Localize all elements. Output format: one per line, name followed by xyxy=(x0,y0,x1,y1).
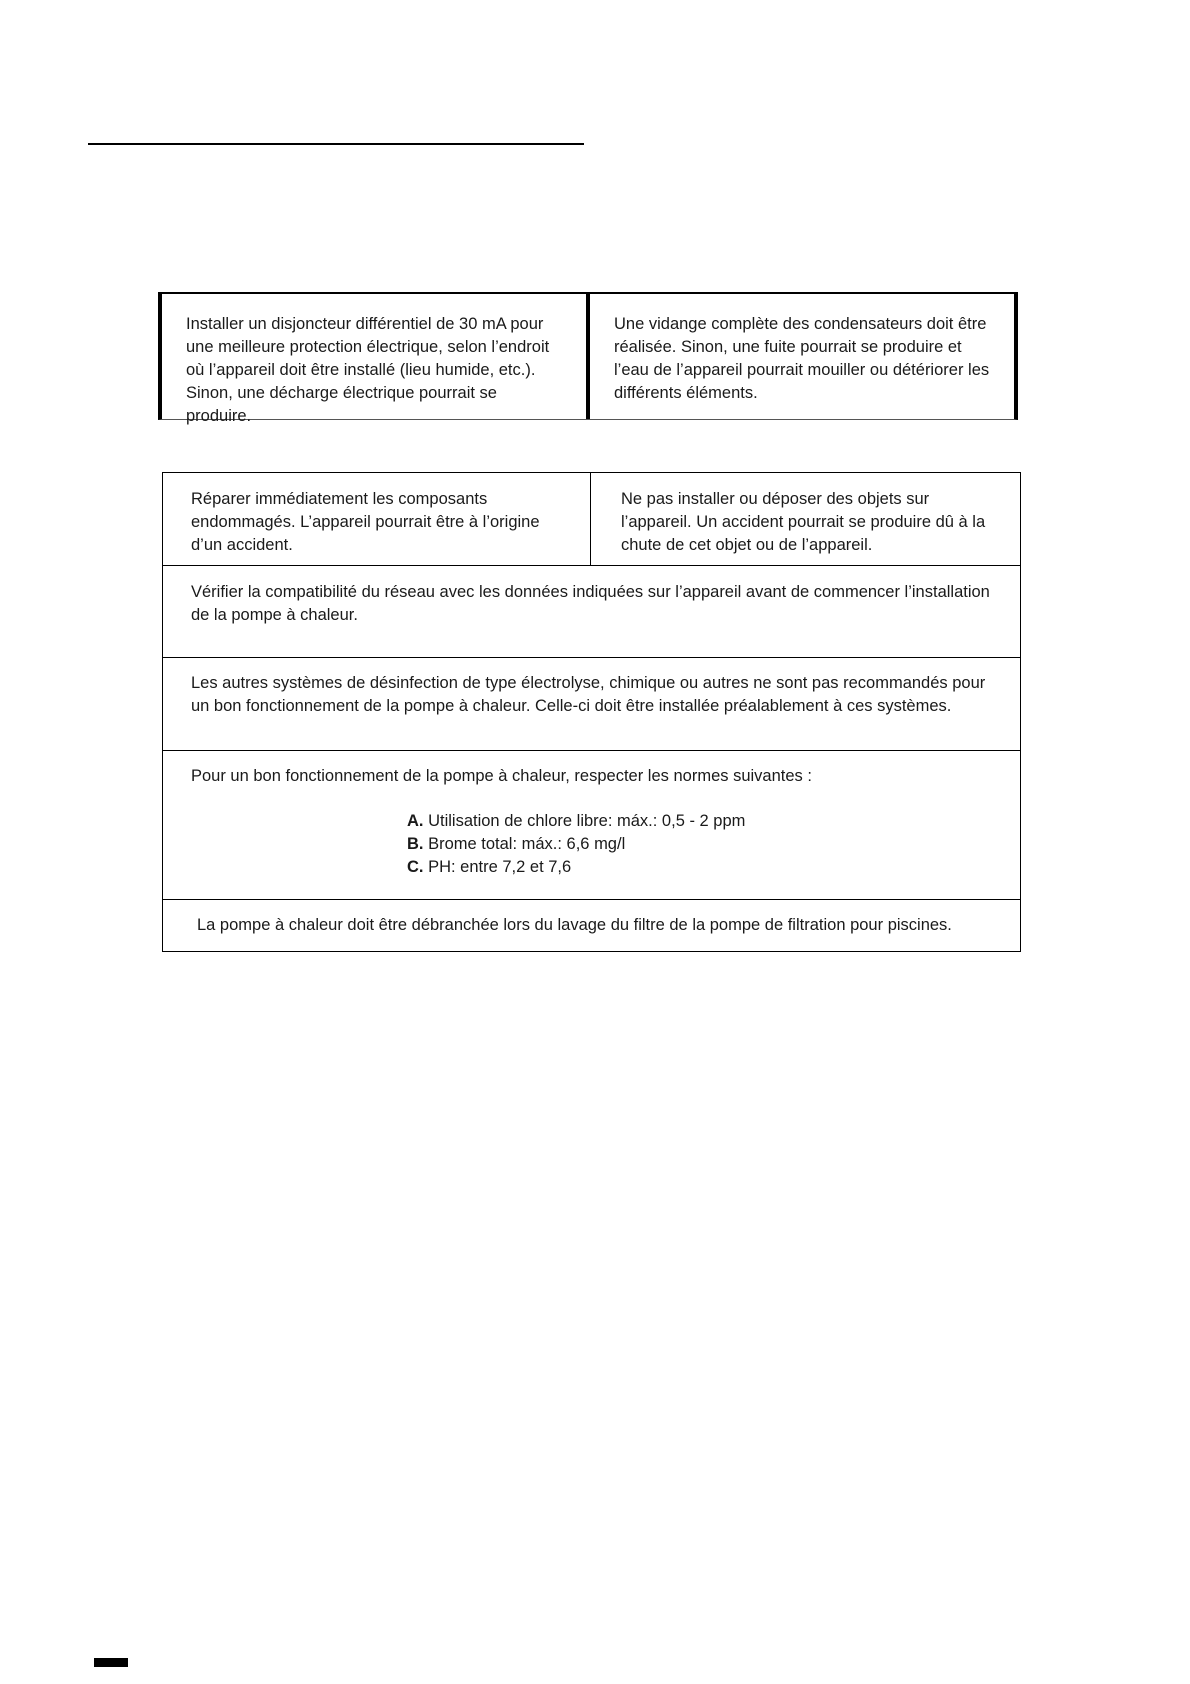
norm-text: PH: entre 7,2 et 7,6 xyxy=(423,858,572,876)
disinfection-warning-text: Les autres systèmes de désinfection de type électrolyse, chimique ou autres ne sont pas recommandés pour un bon fonctionnement de la pompe à chaleur. Celle-ci doit être installée préalablement à ces systèmes. xyxy=(191,674,986,715)
filter-row xyxy=(163,900,1020,951)
warning-box-1 xyxy=(158,292,1018,425)
norm-item-c xyxy=(407,856,1000,879)
norm-letter: C. xyxy=(407,858,424,876)
page-marker xyxy=(94,1658,128,1667)
breaker-warning xyxy=(162,294,590,425)
drain-warning-text: Une vidange complète des condensateurs doit être réalisée. Sinon, une fuite pourrait se produire et l’eau de l’appareil pourrait mouiller ou détériorer les différents éléments. xyxy=(614,315,990,402)
network-row xyxy=(163,566,1020,658)
norms-list xyxy=(407,810,1000,879)
top-rule xyxy=(88,143,584,145)
repair-objects-row xyxy=(163,473,1020,566)
norms-row xyxy=(163,751,1020,900)
objects-warning xyxy=(591,473,1020,565)
repair-warning-text: Réparer immédiatement les composants endommagés. L’appareil pourrait être à l’origine d’un accident. xyxy=(191,490,540,554)
norm-letter: A. xyxy=(407,812,424,830)
norm-item-a xyxy=(407,810,1000,833)
breaker-warning-text: Installer un disjoncteur différentiel de 30 mA pour une meilleure protection électrique, selon l’endroit où l’appareil doit être installé (lieu humide, etc.). Sinon, une décharge électrique pourrait se produire. xyxy=(186,315,550,425)
norm-text: Brome total: máx.: 6,6 mg/l xyxy=(423,835,626,853)
norms-intro: Pour un bon fonctionnement de la pompe à chaleur, respecter les normes suivantes : xyxy=(191,767,812,785)
warning-box-2 xyxy=(162,472,1021,952)
drain-warning xyxy=(590,294,1014,419)
disinfection-row xyxy=(163,658,1020,751)
norm-letter: B. xyxy=(407,835,424,853)
repair-warning xyxy=(163,473,591,565)
objects-warning-text: Ne pas installer ou déposer des objets sur l’appareil. Un accident pourrait se produire dû à la chute de cet objet ou de l’appareil. xyxy=(621,490,986,554)
filter-warning-text: La pompe à chaleur doit être débranchée lors du lavage du filtre de la pompe de filtration pour piscines. xyxy=(197,916,952,934)
norm-text: Utilisation de chlore libre: máx.: 0,5 - 2 ppm xyxy=(423,812,746,830)
norm-item-b xyxy=(407,833,1000,856)
network-warning-text: Vérifier la compatibilité du réseau avec les données indiquées sur l’appareil avant de commencer l’installation de la pompe à chaleur. xyxy=(191,583,990,624)
